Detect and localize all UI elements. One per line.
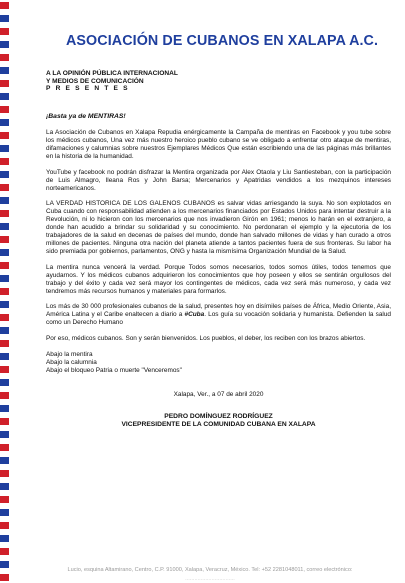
- paragraph-6: Por eso, médicos cubanos. Son y serán bienvenidos. Los pueblos, el deber, los reciben con los brazos abiertos.: [46, 335, 366, 343]
- flag-stripe: [0, 145, 9, 152]
- paragraph-5: [46, 303, 391, 327]
- flag-stripe: [0, 366, 9, 373]
- flag-stripe: [0, 80, 9, 87]
- flag-stripe: [0, 93, 9, 100]
- recipient-line-3: PRESENTES: [46, 85, 133, 93]
- flag-stripe: [0, 561, 9, 568]
- flag-stripe: [0, 132, 9, 139]
- flag-stripe: [0, 457, 9, 464]
- letterhead-title: ASOCIACIÓN DE CUBANOS EN XALAPA A.C.: [66, 33, 379, 49]
- flag-stripe: [0, 418, 9, 425]
- flag-stripe: [0, 470, 9, 477]
- flag-stripe: [0, 496, 9, 503]
- flag-stripe: [0, 210, 9, 217]
- recipient-line-2: Y MEDIOS DE COMUNICACIÓN: [46, 77, 144, 85]
- flag-stripe: [0, 67, 9, 74]
- flag-stripe: [0, 119, 9, 126]
- flag-stripe: [0, 184, 9, 191]
- flag-stripe: [0, 236, 9, 243]
- flag-stripe: [0, 509, 9, 516]
- closing-line-1: Abajo la mentira: [46, 351, 93, 359]
- flag-stripe: [0, 574, 9, 581]
- date-line: Xalapa, Ver., a 07 de abril 2020: [173, 390, 264, 398]
- flag-stripe: [0, 535, 9, 542]
- flag-stripe: [0, 340, 9, 347]
- flag-stripe: [0, 275, 9, 282]
- flag-stripe: [0, 171, 9, 178]
- flag-stripe: [0, 15, 9, 22]
- flag-stripe: [0, 314, 9, 321]
- flag-stripe: [0, 249, 9, 256]
- flag-stripe: [0, 392, 9, 399]
- flag-stripe: [0, 431, 9, 438]
- flag-stripe: [0, 158, 9, 165]
- flag-stripe: [0, 197, 9, 204]
- flag-stripe: [0, 327, 9, 334]
- cuba-hashtag: #Cuba: [184, 311, 205, 319]
- footer-address: Lucio, esquina Altamirano, Centro, C.P. 91000, Xalapa, Veracruz, México. Tel: +52 2281048011, correo electrónico:: [67, 567, 353, 573]
- flag-stripe: [0, 522, 9, 529]
- paragraph-4: La mentira nunca vencerá la verdad. Porque Todos somos necesarios, todos somos útiles, todos tenemos que ayudarnos. Y los médicos cubanos adquirieron los conocimientos que hoy poseen y ellos se sentirán orgullosos del trabajo y del éxito y cada vez será mayor los contingentes de médicos, cada vez será más numeroso, y cada vez tendremos más recursos humanos y materiales para formarlos.: [46, 263, 391, 295]
- paragraph-5-start: Los más de 30 000 profesionales cubanos de la salud, presentes hoy en disímiles países de África, Medio Oriente, Asia, América Latina y el Caribe enaltecen a diario a: [46, 303, 391, 319]
- flag-stripe: [0, 379, 9, 386]
- flag-stripe: [0, 54, 9, 61]
- paragraph-2: YouTube y facebook no podrán disfrazar la Mentira organizada por Alex Otaola y Liu Santiesteban, con la participación de Luis Almagro, Ileana Ros y John Barsa; Mercenarios y Apatridas vendidos a los mezquinos intereses norteamericanos.: [46, 168, 391, 192]
- signature-role: VICEPRESIDENTE DE LA COMUNIDAD CUBANA EN XALAPA: [121, 420, 316, 428]
- flag-stripe: [0, 444, 9, 451]
- closing-line-3: Abajo el bloqueo Patria o muerte "Venceremos": [46, 366, 182, 374]
- letter-title: ¡Basta ya de MENTIRAS!: [46, 113, 126, 121]
- flag-stripe: [0, 483, 9, 490]
- closing-line-2: Abajo la calumnia: [46, 358, 97, 366]
- flag-stripe: [0, 353, 9, 360]
- flag-stripe: [0, 223, 9, 230]
- paragraph-3: LA VERDAD HISTORICA DE LOS GALENOS CUBANOS es salvar vidas arriesgando la suya. No son explotados en Cuba cuando con responsabilidad atienden a los mercenarios financiados por Estados Unidos para intentar destruir a la Revolución, ni lo hicieron con los mercenarios que nos invadieron Girón en 1961; menos lo harán en el extranjero, a donde han acudido a brindar su solidaridad y su conocimiento. No perdonaran el ejemplo y la ejecutoria de los trabajadores de la salud en decenas de países del mundo, donde han salvado millones de vidas y han curado a otros millones de pacientes. Ninguna otra nación del planeta atiende a tantos pacientes fuera de sus fronteras. Su labor ha sido premiada por gobiernos, parlamentos, ONG y hasta la mismísima Organización Mundial de la Salud.: [46, 200, 391, 255]
- flag-stripe: [0, 262, 9, 269]
- flag-stripe: [0, 28, 9, 35]
- flag-stripe: [0, 106, 9, 113]
- flag-stripe: [0, 405, 9, 412]
- recipient-line-1: A LA OPINIÓN PÚBLICA INTERNACIONAL: [46, 70, 178, 77]
- cuban-flag-stripes: [0, 0, 14, 583]
- flag-stripe: [0, 288, 9, 295]
- flag-stripe: [0, 548, 9, 555]
- closing-block: [46, 351, 391, 375]
- flag-stripe: [0, 41, 9, 48]
- flag-stripe: [0, 2, 9, 9]
- letter-body: [46, 70, 391, 429]
- flag-stripe: [0, 301, 9, 308]
- paragraph-5-end: . Los guía su vocación solidaria y humanista. Defienden la salud como un Derecho Humano: [46, 311, 391, 327]
- paragraph-1: La Asociación de Cubanos en Xalapa Repudia enérgicamente la Campaña de mentiras en Facebook y you tube sobre los médicos cubanos, Una vez más nuestro heroico pueblo cubano se ve obligado a enfrentar otro ataque de mentiras, difamaciones y calumnias sobre nuestros Ejemplares Médicos Que están escribiendo una de las páginas más brillantes en la historia de la humanidad.: [46, 129, 391, 160]
- footer-email: ................................: [185, 576, 235, 582]
- signature-name: PEDRO DOMÍNGUEZ RODRÍGUEZ: [164, 412, 273, 420]
- signature-block: [46, 413, 391, 429]
